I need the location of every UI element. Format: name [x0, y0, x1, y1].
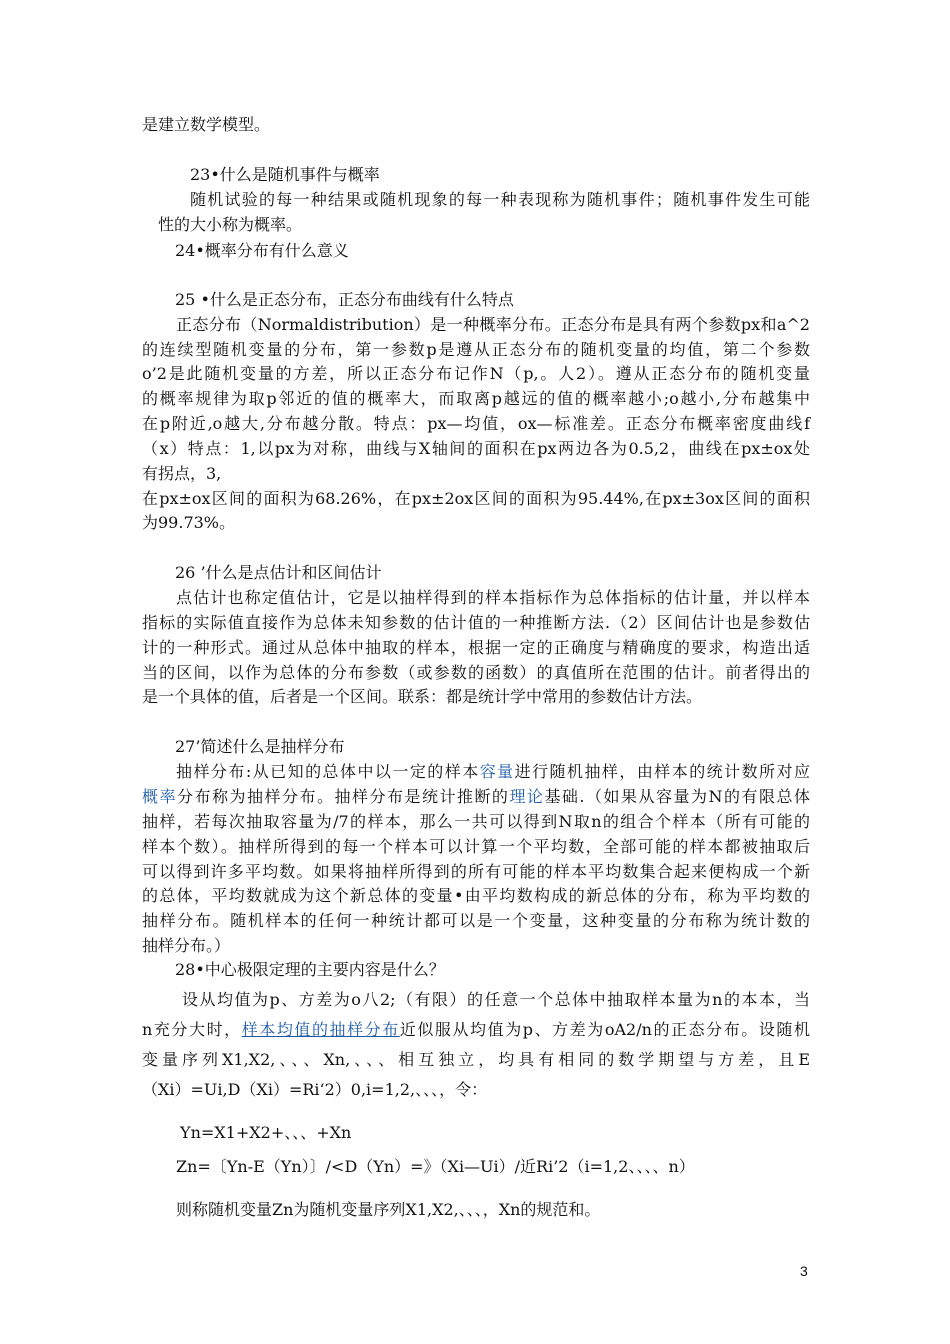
q27-line-8: 抽样分布。）	[142, 936, 231, 955]
q25-line-2: 的连续型随机变量的分布，第一参数p是遵从正态分布的随机变量的均值，第二个参数	[142, 340, 810, 359]
q23-title: 23•什么是随机事件与概率	[190, 165, 380, 184]
q26-line-4: 当的区间，以作为总体的分布参数（或参数的函数）的真值所在范围的估计。前者得出的	[142, 663, 810, 682]
q23-line-1: 随机试验的每一种结果或随机现象的每一种表现称为随机事件；随机事件发生可能	[190, 190, 810, 209]
q27-line-1-b: 进行随机抽样，由样本的统计数所对应	[514, 762, 810, 781]
q25-line-7: 有拐点，3,	[142, 464, 222, 483]
link-lilun[interactable]: 理论	[509, 787, 545, 806]
q24-title: 24•概率分布有什么意义	[175, 241, 349, 260]
q27-line-1-a: 抽样分布:从已知的总体中以一定的样本	[176, 762, 480, 781]
q25-line-6: （x）特点：1,以px为对称，曲线与X轴间的面积在px两边各为0.5,2，曲线在px±ox处	[142, 439, 810, 458]
q27-line-1	[176, 761, 810, 783]
q25-line-8: 在px±ox区间的面积为68.26%，在px±2ox区间的面积为95.44%,在px±3ox区间的面积	[142, 489, 810, 508]
q27-line-5: 可以得到许多平均数。如果将抽样所得到的所有可能的样本平均数集合起来便构成一个新	[142, 862, 810, 881]
q25-line-4: 的概率规律为取p邻近的值的概率大，而取离p越远的值的概率越小;o越小,分布越集中	[142, 389, 810, 408]
q27-line-6: 的总体，平均数就成为这个新总体的变量•由平均数构成的新总体的分布，称为平均数的	[142, 886, 810, 905]
q28-line-4: （Xi）=Ui,D（Xi）=Ri‘2）0,i=1,2,、、、，令：	[142, 1080, 488, 1099]
q26-title: 26 ’什么是点估计和区间估计	[175, 563, 382, 582]
q26-line-3: 计的一种形式。通过从总体中抽取的样本，根据一定的正确度与精确度的要求，构造出适	[142, 638, 810, 657]
q26-line-1: 点估计也称定值估计，它是以抽样得到的样本指标作为总体指标的估计量，并以样本	[176, 588, 810, 607]
q25-line-9: 为99.73%。	[142, 513, 236, 532]
q23-line-2: 性的大小称为概率。	[158, 215, 303, 234]
q25-line-5: 在p附近,o越大,分布越分散。特点：px—均值，ox—标准差。正态分布概率密度曲线f	[142, 414, 810, 433]
formula-zn: Zn=〔Yn-E（Yn）〕/<D（Yn）=》（Xi—Ui）/近Ri’2（i=1,2、、、、n）	[176, 1157, 695, 1176]
link-sampling-distribution[interactable]: 样本均值的抽样分布	[241, 1020, 400, 1039]
q27-line-4: 样本个数）。抽样所得到的每一个样本可以计算一个平均数，全部可能的样本都被抽取后	[142, 837, 810, 856]
q25-line-1: 正态分布（Normaldistribution）是一种概率分布。正态分布是具有两个参数px和a^2	[176, 315, 810, 334]
link-gailv[interactable]: 概率	[142, 787, 177, 806]
q28-line-2-a: n充分大时，	[142, 1020, 242, 1039]
intro-text: 是建立数学模型。	[142, 115, 271, 134]
q27-line-3: 抽样，若每次抽取容量为/7的样本，那么一共可以得到N取n的组合个样本（所有可能的	[142, 812, 810, 831]
q26-line-2: 指标的实际值直接作为总体未知参数的估计值的一种推断方法.（2）区间估计也是参数估	[142, 613, 810, 632]
q28-last-line: 则称随机变量Zn为随机变量序列X1,X2,、、、，Xn的规范和。	[176, 1200, 601, 1219]
q28-line-3: 变量序列X1,X2,、、、Xn,、、、相互独立，均具有相同的数学期望与方差，且E	[142, 1050, 810, 1069]
link-rongliang[interactable]: 容量	[479, 762, 515, 781]
q27-line-2-a: 分布称为抽样分布。抽样分布是统计推断的	[177, 787, 510, 806]
q27-line-2-b: 基础.（如果从容量为N的有限总体	[544, 787, 810, 806]
q27-title: 27’简述什么是抽样分布	[175, 737, 345, 756]
q25-title: 25 •什么是正态分布，正态分布曲线有什么特点	[175, 290, 514, 309]
q25-line-3: o’2是此随机变量的方差，所以正态分布记作N（p,。人2）。遵从正态分布的随机变量	[142, 364, 810, 383]
formula-yn: Yn=X1+X2+、、、+Xn	[180, 1123, 352, 1142]
q26-line-5: 是一个具体的值，后者是一个区间。联系：都是统计学中常用的参数估计方法。	[142, 687, 703, 706]
q27-line-7: 抽样分布。随机样本的任何一种统计都可以是一个变量，这种变量的分布称为统计数的	[142, 911, 810, 930]
q27-line-2	[142, 786, 810, 808]
page-number: 3	[800, 1263, 808, 1279]
q28-title: 28•中心极限定理的主要内容是什么？	[175, 960, 445, 979]
q28-line-1: 设从均值为p、方差为o八2;（有限）的任意一个总体中抽取样本量为n的本本，当	[182, 990, 810, 1009]
q28-line-2	[142, 1019, 810, 1041]
q28-line-2-b: 近似服从均值为p、方差为oA2/n的正态分布。设随机	[399, 1020, 810, 1039]
